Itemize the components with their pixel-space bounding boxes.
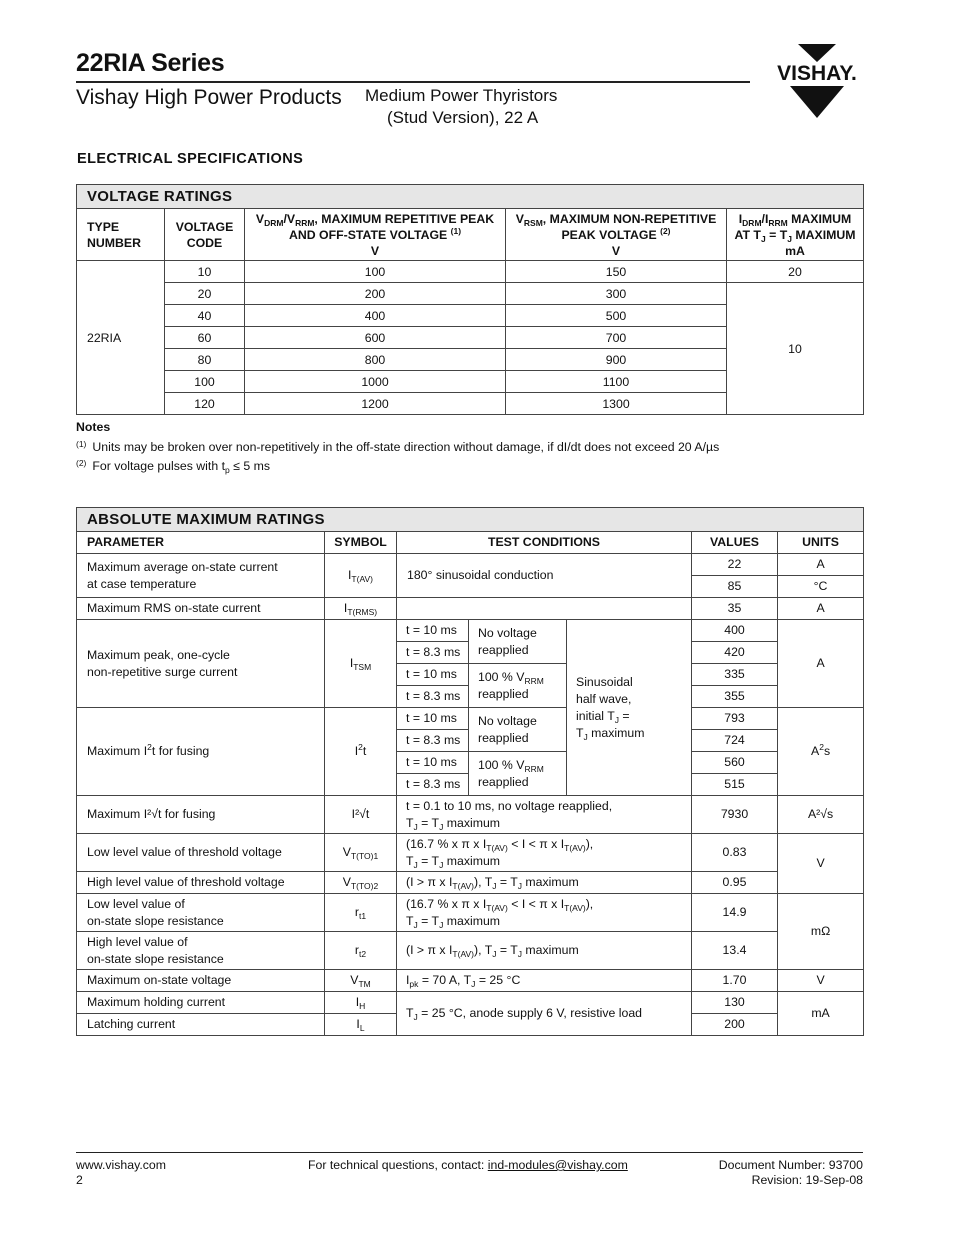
value: 1.70 — [692, 970, 778, 992]
col-test-conditions: TEST CONDITIONS — [397, 532, 692, 554]
sinusoidal-cond: Sinusoidal half wave, initial $T_J$ = $T_J$ maximum — [567, 620, 692, 796]
param-i2t: Maximum $I^2t$ for fusing — [77, 708, 325, 796]
vdrm-value: 800 — [245, 349, 506, 371]
voltage-code: 80 — [165, 349, 245, 371]
value: 7930 — [692, 796, 778, 834]
idrm-value: 20 — [727, 261, 864, 283]
value: 335 — [692, 664, 778, 686]
param-ih: Maximum holding current — [77, 992, 325, 1014]
voltage-code: 120 — [165, 393, 245, 415]
footer-rule — [76, 1152, 863, 1153]
value: 85 — [692, 576, 778, 598]
param-vto2: High level value of threshold voltage — [77, 872, 325, 894]
cond-vto1: (16.7 % x π x $I_{T(AV)} < I < \pi$ x $I_{T(AV)}$), $T_J = T_J$ maximum — [397, 834, 692, 872]
value: 400 — [692, 620, 778, 642]
param-vto1: Low level value of threshold voltage — [77, 834, 325, 872]
absolute-ratings-title: ABSOLUTE MAXIMUM RATINGS — [77, 508, 864, 532]
time-cond: t = 10 ms — [397, 708, 469, 730]
table-row — [77, 872, 864, 894]
table-row — [77, 932, 864, 970]
param-rt2: High level value of on-state slope resistance — [77, 932, 325, 970]
cond-rt1: (16.7 % x π x $I_{T(AV)} < I < \pi$ x $I_{T(AV)}$), $T_J = T_J$ maximum — [397, 894, 692, 932]
time-cond: t = 10 ms — [397, 620, 469, 642]
absolute-ratings-table — [76, 507, 864, 1036]
symbol-vto2: $V_{T(TO)2}$ — [325, 872, 397, 894]
vrsm-value: 1100 — [506, 371, 727, 393]
value: 420 — [692, 642, 778, 664]
logo-wordmark: VISHAY. — [777, 62, 857, 85]
footer-contact — [308, 1158, 628, 1173]
table-row — [77, 554, 864, 576]
section-title: ELECTRICAL SPECIFICATIONS — [77, 151, 304, 167]
symbol-rt2: $r_{t2}$ — [325, 932, 397, 970]
param-rt1: Low level value of on-state slope resistance — [77, 894, 325, 932]
voltage-code: 100 — [165, 371, 245, 393]
series-title: 22RIA Series — [76, 49, 225, 77]
symbol-it-av: $I_{T(AV)}$ — [325, 554, 397, 598]
cond-i2rt: t = 0.1 to 10 ms, no voltage reapplied, $T_J = T_J$ maximum — [397, 796, 692, 834]
unit: A — [778, 620, 864, 708]
table-row — [77, 970, 864, 992]
voltage-code: 40 — [165, 305, 245, 327]
vrsm-value: 500 — [506, 305, 727, 327]
unit: A — [778, 598, 864, 620]
cond-avg-current: 180° sinusoidal conduction — [397, 554, 692, 598]
vdrm-value: 1000 — [245, 371, 506, 393]
vrrm-cond: 100 % $V_{RRM}$ reapplied — [469, 664, 567, 708]
footer-left — [76, 1158, 166, 1188]
vrsm-value: 150 — [506, 261, 727, 283]
vrsm-value: 700 — [506, 327, 727, 349]
table-row — [77, 620, 864, 642]
value: 355 — [692, 686, 778, 708]
note-1: $^{(1)}$ Units may be broken over non-repetitively in the off-state direction without damage, if dI/dt does not exceed 20 A/µs — [76, 438, 720, 454]
param-il: Latching current — [77, 1014, 325, 1036]
vrsm-value: 1300 — [506, 393, 727, 415]
col-vdrm: $V_{DRM}/V_{RRM}$, MAXIMUM REPETITIVE PEAK AND OFF-STATE VOLTAGE $^{(1)}$ V — [245, 209, 506, 261]
symbol-i2t: $I^2t$ — [325, 708, 397, 796]
brand-line: Vishay High Power Products — [76, 86, 342, 109]
vdrm-value: 200 — [245, 283, 506, 305]
unit: $A^2s$ — [778, 708, 864, 796]
cond-empty — [397, 598, 692, 620]
value: 724 — [692, 730, 778, 752]
website-link[interactable]: www.vishay.com — [76, 1158, 166, 1172]
note-2: $^{(2)}$ For voltage pulses with $t_p \le 5$ ms — [76, 458, 270, 475]
symbol-it-rms: $I_{T(RMS)}$ — [325, 598, 397, 620]
voltage-code: 60 — [165, 327, 245, 349]
voltage-ratings-table — [76, 184, 864, 415]
table-row — [77, 261, 864, 283]
value: 130 — [692, 992, 778, 1014]
vishay-logo — [768, 44, 866, 120]
table-row — [77, 283, 864, 305]
table-row — [77, 992, 864, 1014]
cond-vto2: (I > π x $I_{T(AV)}$), $T_J = T_J$ maximum — [397, 872, 692, 894]
unit: V — [778, 834, 864, 894]
unit: mΩ — [778, 894, 864, 970]
voltage-ratings-title: VOLTAGE RATINGS — [77, 185, 864, 209]
idrm-value: 10 — [727, 283, 864, 415]
notes — [76, 419, 719, 475]
param-avg-current: Maximum average on-state current at case temperature — [77, 554, 325, 598]
param-i2rt: Maximum I²√t for fusing — [77, 796, 325, 834]
vrsm-value: 900 — [506, 349, 727, 371]
time-cond: t = 10 ms — [397, 664, 469, 686]
table-row — [77, 598, 864, 620]
value: 0.83 — [692, 834, 778, 872]
symbol-vtm: $V_{TM}$ — [325, 970, 397, 992]
col-symbol: SYMBOL — [325, 532, 397, 554]
header-rule — [76, 81, 750, 83]
time-cond: t = 8.3 ms — [397, 774, 469, 796]
revision: Revision: 19-Sep-08 — [751, 1173, 863, 1187]
voltage-code: 10 — [165, 261, 245, 283]
value: 22 — [692, 554, 778, 576]
notes-heading: Notes — [76, 420, 111, 434]
col-units: UNITS — [778, 532, 864, 554]
voltage-code: 20 — [165, 283, 245, 305]
symbol-vto1: $V_{T(TO)1}$ — [325, 834, 397, 872]
vrrm-cond: 100 % $V_{RRM}$ reapplied — [469, 752, 567, 796]
vdrm-value: 400 — [245, 305, 506, 327]
value: 13.4 — [692, 932, 778, 970]
value: 200 — [692, 1014, 778, 1036]
col-idrm: $I_{DRM}/I_{RRM}$ MAXIMUM AT $T_J = T_J$ MAXIMUM mA — [727, 209, 864, 261]
param-rms-current: Maximum RMS on-state current — [77, 598, 325, 620]
vdrm-value: 1200 — [245, 393, 506, 415]
time-cond: t = 10 ms — [397, 752, 469, 774]
vdrm-value: 600 — [245, 327, 506, 349]
time-cond: t = 8.3 ms — [397, 686, 469, 708]
type-number-cell: 22RIA — [77, 261, 165, 415]
col-values: VALUES — [692, 532, 778, 554]
param-surge-current: Maximum peak, one-cycle non-repetitive surge current — [77, 620, 325, 708]
page-number: 2 — [76, 1173, 83, 1187]
product-title-line1: Medium Power Thyristors — [365, 86, 558, 105]
unit: A²√s — [778, 796, 864, 834]
time-cond: t = 8.3 ms — [397, 642, 469, 664]
vrsm-value: 300 — [506, 283, 727, 305]
value: 560 — [692, 752, 778, 774]
unit: °C — [778, 576, 864, 598]
table-row — [77, 708, 864, 730]
no-voltage-cond: No voltage reapplied — [469, 620, 567, 664]
value: 515 — [692, 774, 778, 796]
contact-email-link[interactable]: ind-modules@vishay.com — [487, 1158, 628, 1172]
contact-label: For technical questions, contact: — [308, 1158, 488, 1172]
value: 14.9 — [692, 894, 778, 932]
col-parameter: PARAMETER — [77, 532, 325, 554]
col-voltage-code: VOLTAGE CODE — [165, 209, 245, 261]
no-voltage-cond: No voltage reapplied — [469, 708, 567, 752]
cond-rt2: (I > π x $I_{T(AV)}$), $T_J = T_J$ maximum — [397, 932, 692, 970]
col-vrsm: $V_{RSM}$, MAXIMUM NON-REPETITIVE PEAK VOLTAGE $^{(2)}$ V — [506, 209, 727, 261]
cond-holding: $T_J = 25$ °C, anode supply 6 V, resistive load — [397, 992, 692, 1036]
param-vtm: Maximum on-state voltage — [77, 970, 325, 992]
vdrm-value: 100 — [245, 261, 506, 283]
table-row — [77, 834, 864, 872]
value: 35 — [692, 598, 778, 620]
product-title-line2: (Stud Version), 22 A — [387, 108, 539, 127]
symbol-itsm: $I_{TSM}$ — [325, 620, 397, 708]
col-type-number: TYPE NUMBER — [77, 209, 165, 261]
value: 793 — [692, 708, 778, 730]
table-row — [77, 894, 864, 932]
value: 0.95 — [692, 872, 778, 894]
time-cond: t = 8.3 ms — [397, 730, 469, 752]
symbol-il: $I_L$ — [325, 1014, 397, 1036]
cond-vtm: $I_{pk} = 70$ A, $T_J = 25$ °C — [397, 970, 692, 992]
unit: A — [778, 554, 864, 576]
unit: V — [778, 970, 864, 992]
symbol-i2rt: I²√t — [325, 796, 397, 834]
symbol-rt1: $r_{t1}$ — [325, 894, 397, 932]
document-number: Document Number: 93700 — [718, 1158, 863, 1172]
symbol-ih: $I_H$ — [325, 992, 397, 1014]
footer-right — [640, 1158, 863, 1188]
table-row — [77, 796, 864, 834]
unit: mA — [778, 992, 864, 1036]
